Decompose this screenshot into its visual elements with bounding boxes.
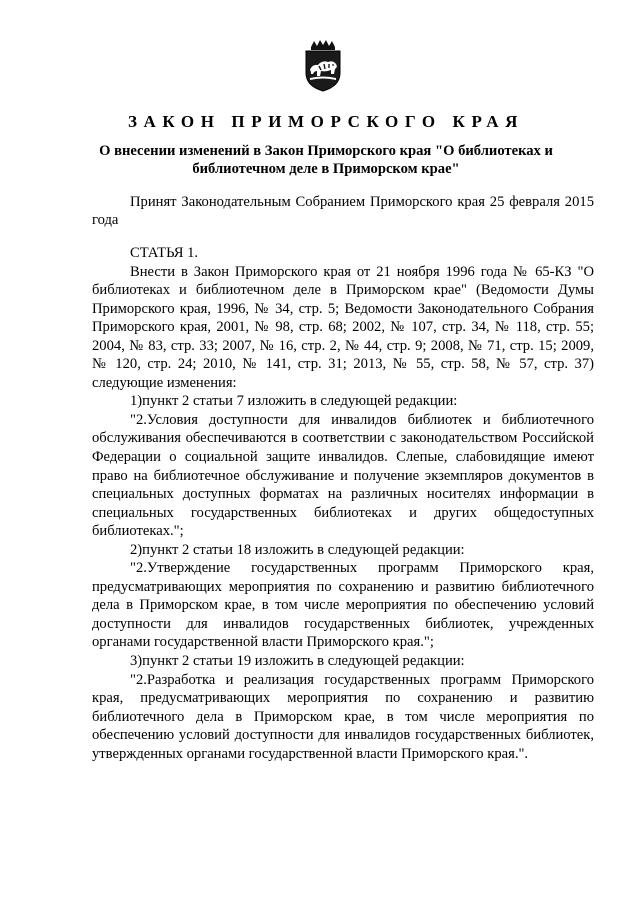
amendment-item-1-text: "2.Условия доступности для инвалидов библиотек и библиотечного обслуживания обеспечиваются в соответствии с законодательством Российской Федерации о социальной защите инвалидов. Слепые, слабовидящие имеют право на библиотечное обслуживание и получение экземпляров документов в специальных доступных форматах на различных носителях информации в специальных государственных библиотеках и других общедоступных библиотеках."; xyxy=(92,411,594,540)
amendment-item-3-heading: 3)пункт 2 статьи 19 изложить в следующей редакции: xyxy=(130,653,465,670)
article-heading: СТАТЬЯ 1. xyxy=(130,245,199,261)
coat-of-arms-icon xyxy=(302,40,344,92)
law-title: ЗАКОН ПРИМОРСКОГО КРАЯ xyxy=(127,112,525,131)
law-subtitle: О внесении изменений в Закон Приморского края "О библиотеках и библиотечном деле в Приморском крае" xyxy=(99,143,553,177)
amendment-item-2-text: "2.Утверждение государственных программ Приморского края, предусматривающих мероприятия по сохранению и развитию библиотечного дела в Приморском крае, в том числе мероприятия по обеспечению условий доступности для инвалидов государственных библиотек, учрежденных органами государственной власти Приморского края."; xyxy=(92,560,594,651)
amendment-item-1-heading: 1)пункт 2 статьи 7 изложить в следующей редакции: xyxy=(130,393,458,410)
amendment-item-2-heading: 2)пункт 2 статьи 18 изложить в следующей редакции: xyxy=(130,541,465,558)
coat-of-arms-emblem xyxy=(302,40,344,92)
article-intro: Внести в Закон Приморского края от 21 ноября 1996 года № 65-КЗ "О библиотеках и библиотечном деле в Приморском крае" (Ведомости Думы Приморского края, 1996, № 34, стр. 5; Ведомости Законодательного Собрания Приморского края, 2001, № 98, стр. 68; 2002, № 107, стр. 34, № 118, стр. 55; 2004, № 83, стр. 33; 2007, № 16, стр. 2, № 44, стр. 9; 2008, № 71, стр. 15; 2009, № 120, стр. 24; 2010, № 141, стр. 31; 2013, № 55, стр. 58, № 57, стр. 37) следующие изменения: xyxy=(92,263,594,391)
adoption-note: Принят Законодательным Собранием Приморского края 25 февраля 2015 года xyxy=(92,194,594,229)
article-body xyxy=(92,244,594,763)
amendment-item-3-text: "2.Разработка и реализация государственных программ Приморского края, предусматривающих мероприятия по сохранению и развитию библиотечного дела в Приморском крае, в том числе мероприятия по обеспечению условий доступности для инвалидов государственных библиотек, утвержденных органами государственной власти Приморского края.". xyxy=(92,671,594,762)
